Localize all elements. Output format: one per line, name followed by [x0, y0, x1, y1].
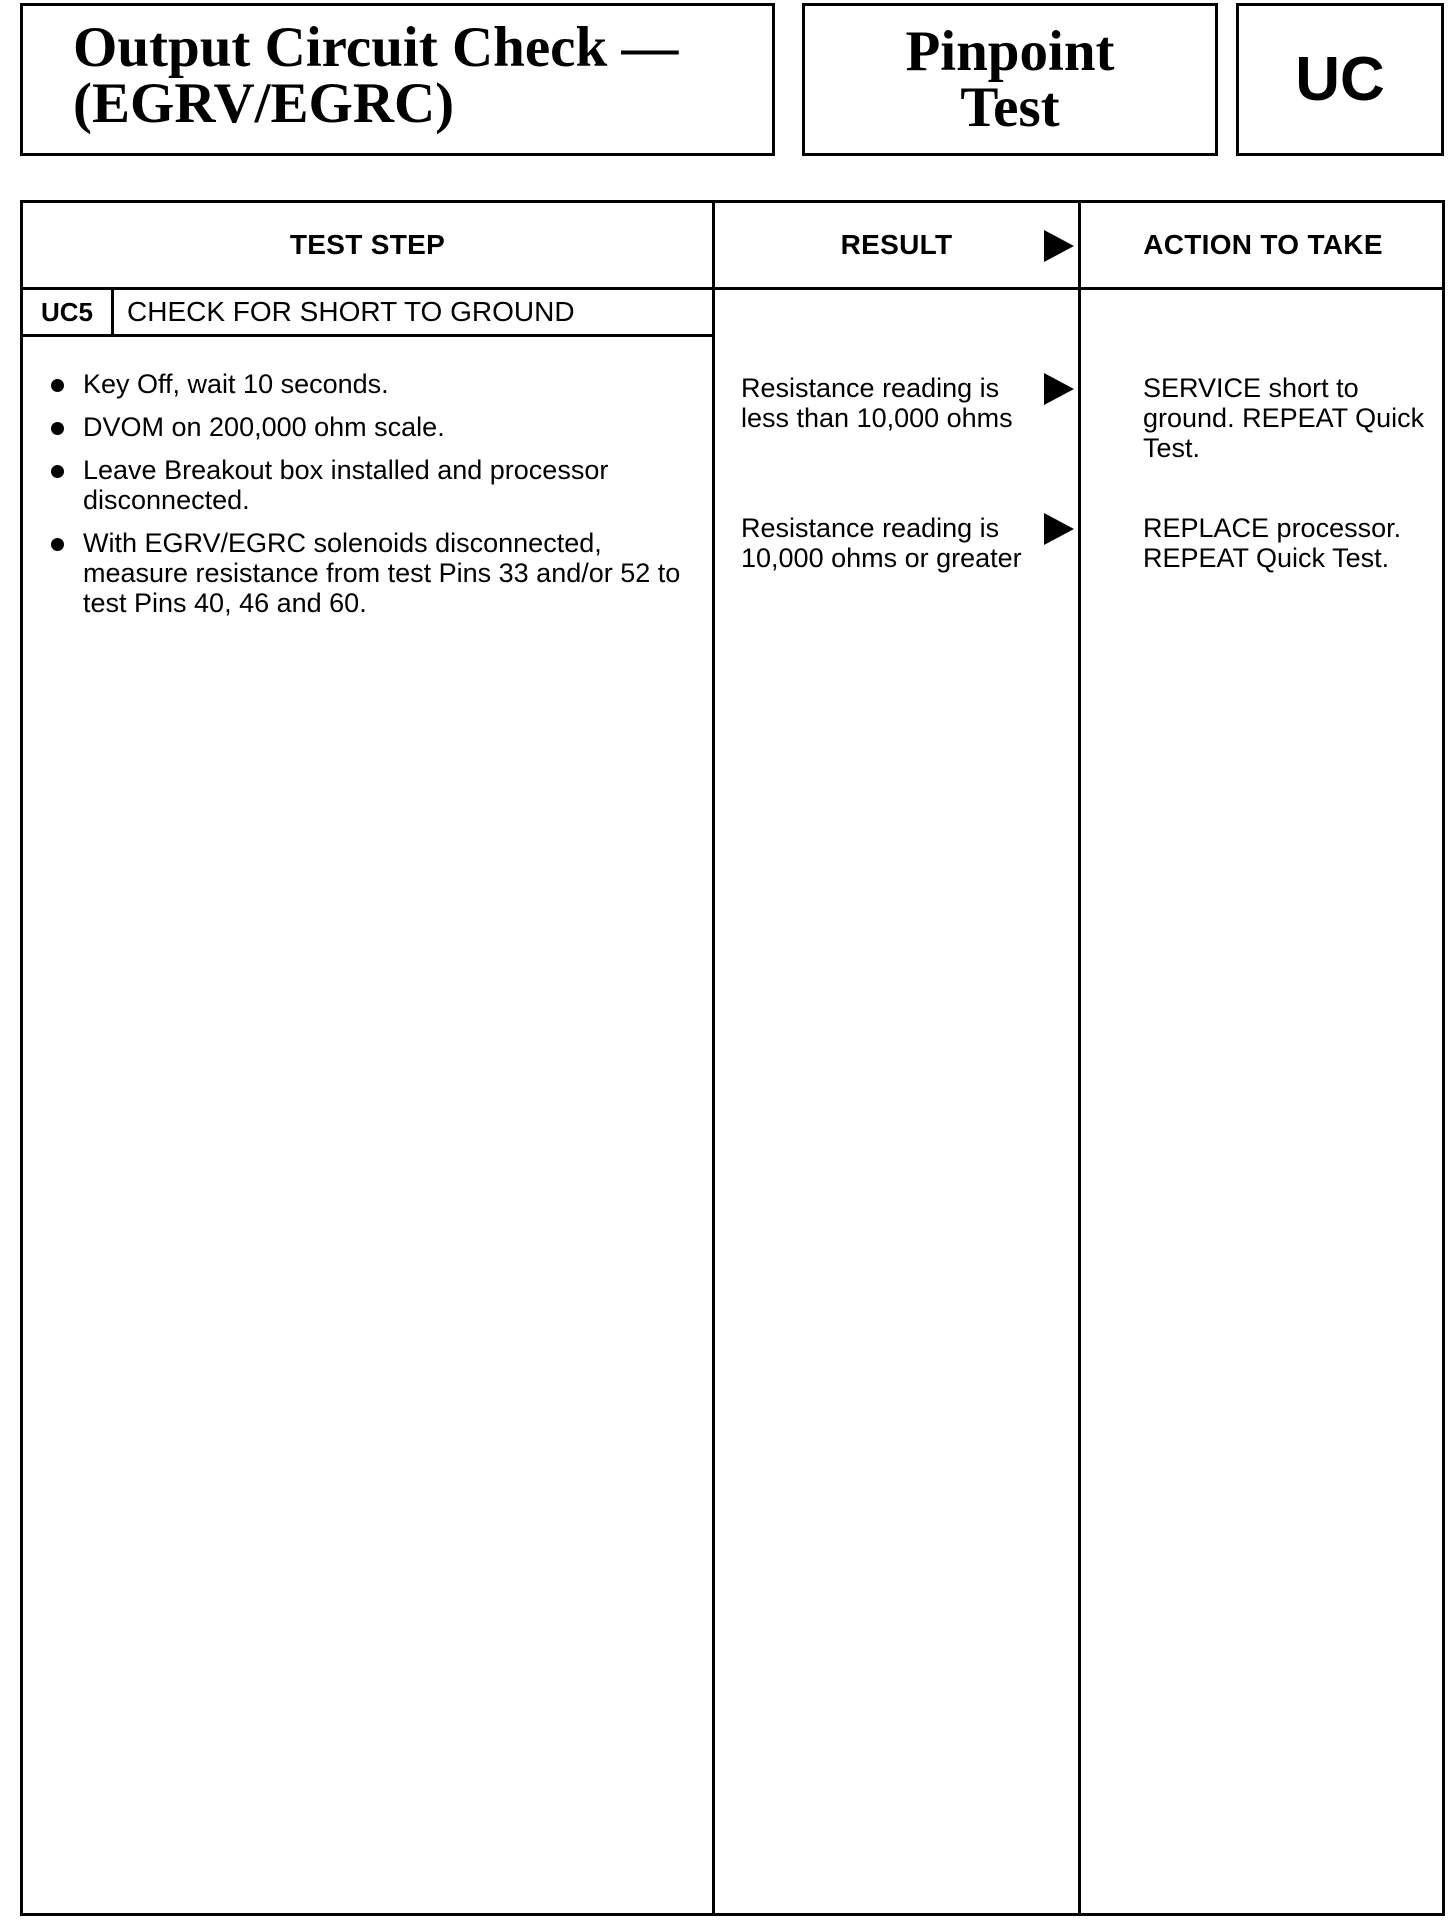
step-label — [23, 290, 712, 337]
column-header-result — [715, 203, 1078, 287]
action-text: REPLACE processor. REPEAT Quick Test. — [1143, 513, 1402, 573]
column-header-test-step: TEST STEP — [289, 229, 446, 260]
instruction-item: Leave Breakout box installed and processor disconnected. — [49, 455, 689, 515]
pinpoint-label: Pinpoint — [905, 19, 1115, 83]
step-title: CHECK FOR SHORT TO GROUND — [127, 296, 575, 327]
test-label: Test — [960, 75, 1060, 139]
arrow-right-icon — [1044, 513, 1074, 545]
section-code-box — [1236, 3, 1444, 156]
instruction-item: With EGRV/EGRC solenoids disconnected, measure resistance from test Pins 33 and/or 52 to test Pins 40, 46 and 60. — [49, 528, 689, 618]
arrow-right-icon — [1044, 230, 1074, 262]
column-divider — [1078, 203, 1081, 1913]
column-divider — [712, 203, 715, 1913]
page-title-line2: (EGRV/EGRC) — [73, 72, 455, 135]
page-title-line1: Output Circuit Check — — [73, 16, 679, 79]
page-title-box — [20, 3, 775, 156]
step-instructions — [49, 369, 689, 631]
test-table — [20, 200, 1445, 1916]
instruction-item: Key Off, wait 10 seconds. — [49, 369, 689, 399]
pinpoint-test-box — [802, 3, 1218, 156]
instruction-item: DVOM on 200,000 ohm scale. — [49, 412, 689, 442]
step-id: UC5 — [23, 290, 114, 334]
section-code: UC — [1295, 45, 1385, 114]
result-text: Resistance reading is less than 10,000 ohms — [741, 373, 1013, 433]
result-text: Resistance reading is 10,000 ohms or greater — [741, 513, 1022, 573]
column-header-action: ACTION TO TAKE — [1143, 229, 1383, 260]
arrow-right-icon — [1044, 373, 1074, 405]
action-text: SERVICE short to ground. REPEAT Quick Test. — [1143, 373, 1425, 463]
column-header-result-label: RESULT — [840, 229, 953, 260]
